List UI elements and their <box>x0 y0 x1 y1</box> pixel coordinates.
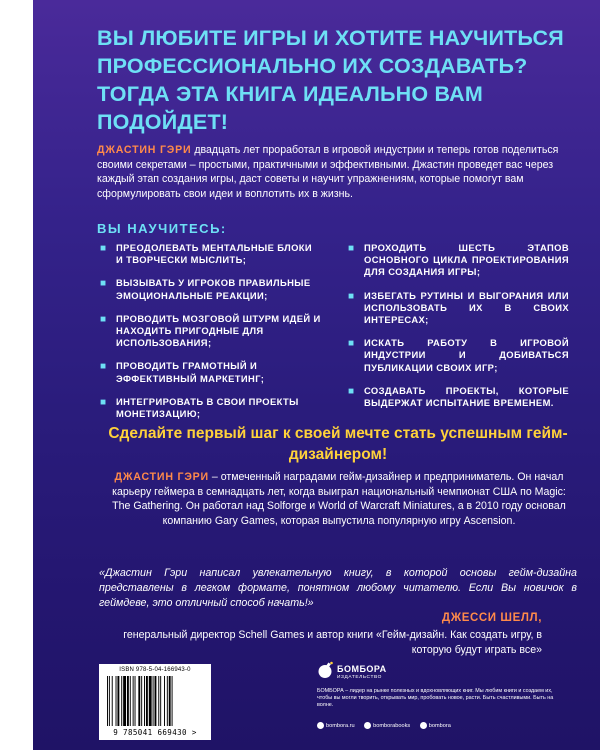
intro-text: двадцать лет проработал в игровой индустрии и теперь готов поделиться своими секретами – простыми, практичными и эффективными. Джастин проведет вас через каждый этап создания игры, даст советы и научит упражнениям, которые помогут вам сформулировать свои идеи и воплотить их в жизнь. <box>97 144 559 200</box>
book-back-cover <box>33 0 600 750</box>
intro-paragraph <box>97 143 573 201</box>
learn-list-left <box>99 242 321 420</box>
barcode-number: 9 785041 669430 > <box>113 728 197 737</box>
quote-author: ДЖЕССИ ШЕЛЛ, <box>441 612 542 624</box>
list-item: ■ ПРОВОДИТЬ МОЗГОВОЙ ШТУРМ ИДЕЙ И НАХОДИТЬ ПРИГОДНЫЕ ДЛЯ ИСПОЛЬЗОВАНИЯ; <box>100 312 321 349</box>
bullet-icon: ■ <box>348 338 355 350</box>
bombora-logo-icon <box>317 661 335 679</box>
list-item: ■ СОЗДАВАТЬ ПРОЕКТЫ, КОТОРЫЕ ВЫДЕРЖАТ ИСПЫТАНИЕ ВРЕМЕНЕМ. <box>348 384 569 409</box>
bullet-icon: ■ <box>100 243 107 254</box>
bullet-icon: ■ <box>348 385 355 397</box>
learn-list-right <box>347 242 569 409</box>
bullet-icon: ■ <box>100 278 107 290</box>
callout-text: Сделайте первый шаг к своей мечте стать успешным гейм-дизайнером! <box>108 425 568 463</box>
publisher-description: БОМБОРА – лидер на рынке полезных и вдохновляющих книг. Мы любим книги и создаем их, чтобы вы могли творить, открывать мир, пробовать новое, расти. Быть счастливыми. Быть на волне. <box>317 688 554 708</box>
barcode-bars <box>107 676 203 728</box>
social-link-vk[interactable]: bomborabooks <box>364 722 410 729</box>
bullet-icon: ■ <box>100 396 107 408</box>
review-quote: «Джастин Гэри написал увлекательную книгу, в которой основы гейм-дизайна представлены в легком формате, понятном любому читателю. Если Вы новичок в геймдеве, это отличный способ начать!» <box>99 567 577 609</box>
bullet-icon: ■ <box>100 313 107 325</box>
list-item: ■ ВЫЗЫВАТЬ У ИГРОКОВ ПРАВИЛЬНЫЕ ЭМОЦИОНАЛЬНЫЕ РЕАКЦИИ; <box>100 277 311 301</box>
bullet-icon: ■ <box>348 290 355 302</box>
list-item: ■ ИСКАТЬ РАБОТУ В ИГРОВОЙ ИНДУСТРИИ И ДОБИВАТЬСЯ ПУБЛИКАЦИИ СВОИХ ИГР; <box>348 337 569 373</box>
list-item: ■ ПРЕОДОЛЕВАТЬ МЕНТАЛЬНЫЕ БЛОКИ И ТВОРЧЕСКИ МЫСЛИТЬ; <box>100 242 313 266</box>
publisher-name: БОМБОРА <box>337 664 387 674</box>
bio-author: ДЖАСТИН ГЭРИ <box>114 471 209 483</box>
social-link-telegram[interactable]: bombora <box>420 722 451 729</box>
vk-icon <box>364 722 371 729</box>
headline: ВЫ ЛЮБИТЕ ИГРЫ И ХОТИТЕ НАУЧИТЬСЯ ПРОФЕССИОНАЛЬНО ИХ СОЗДАВАТЬ? ТОГДА ЭТА КНИГА ИДЕАЛЬНО ВАМ ПОДОЙДЕТ! <box>97 26 564 134</box>
bullet-icon: ■ <box>100 361 107 373</box>
quote-author-role: генеральный директор Schell Games и автор книги «Гейм-дизайн. Как создать игру, в которую будут играть все» <box>123 629 542 656</box>
list-item: ■ ПРОВОДИТЬ ГРАМОТНЫЙ И ЭФФЕКТИВНЫЙ МАРКЕТИНГ; <box>100 360 265 384</box>
learn-title: ВЫ НАУЧИТЕСЬ: <box>97 221 227 236</box>
publisher-social-links <box>317 722 459 732</box>
telegram-icon <box>420 722 427 729</box>
intro-author: ДЖАСТИН ГЭРИ <box>97 144 192 156</box>
list-item: ■ ИНТЕГРИРОВАТЬ В СВОИ ПРОЕКТЫ МОНЕТИЗАЦИЮ; <box>100 395 299 420</box>
globe-icon <box>317 722 324 729</box>
bio-text: – отмеченный наградами гейм-дизайнер и предприниматель. Он начал карьеру геймера в семнадцать лет, когда выиграл национальный чемпионат США по Magic: The Gathering. Он работал над Solforge и World of Warcraft Miniatures, а в 2010 году основал компанию Gary Games, которая выпустила популярную игру Ascension. <box>112 471 566 527</box>
publisher-subtitle: ИЗДАТЕЛЬСТВО <box>337 675 382 680</box>
bullet-icon: ■ <box>348 243 355 254</box>
social-link-site[interactable]: bombora.ru <box>317 722 355 729</box>
isbn-text: ISBN 978-5-04-166943-0 <box>119 667 191 673</box>
barcode <box>99 664 211 740</box>
list-item: ■ ИЗБЕГАТЬ РУТИНЫ И ВЫГОРАНИЯ ИЛИ ИСПОЛЬЗОВАТЬ ИХ В СВОИХ ИНТЕРЕСАХ; <box>348 289 569 326</box>
author-bio <box>105 470 573 528</box>
list-item: ■ ПРОХОДИТЬ ШЕСТЬ ЭТАПОВ ОСНОВНОГО ЦИКЛА ПРОЕКТИРОВАНИЯ ДЛЯ СОЗДАНИЯ ИГРЫ; <box>348 242 569 278</box>
